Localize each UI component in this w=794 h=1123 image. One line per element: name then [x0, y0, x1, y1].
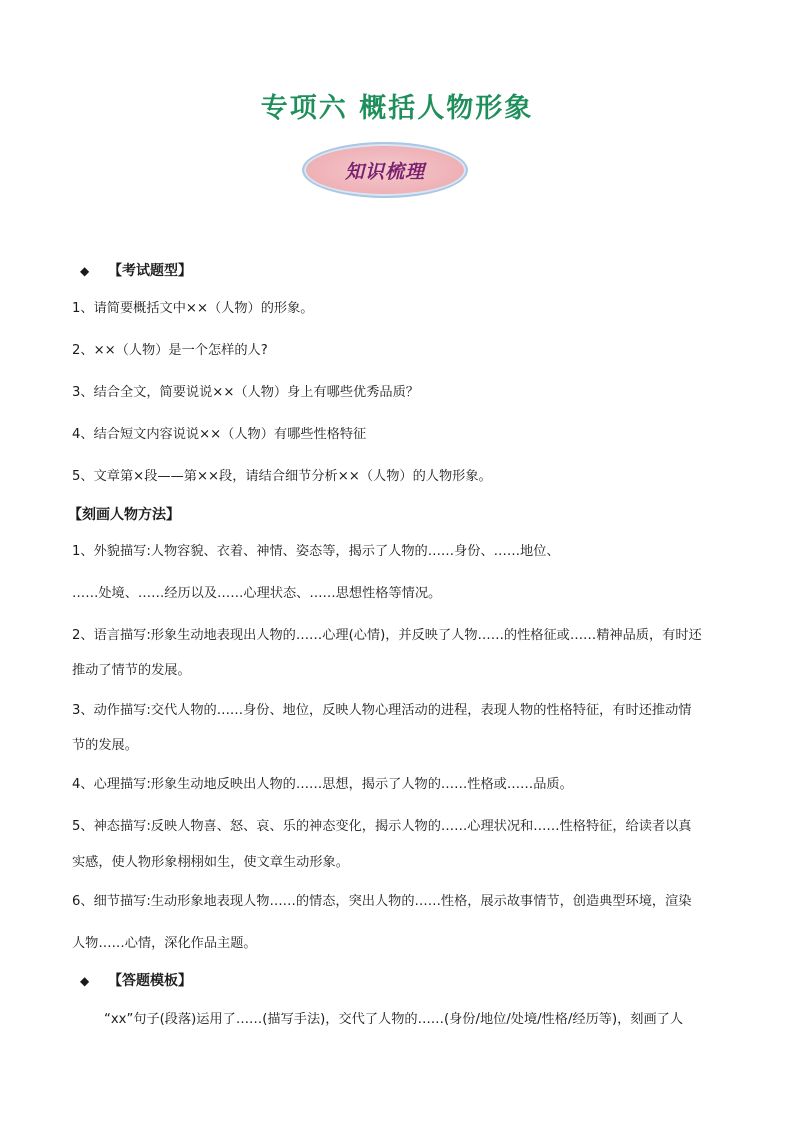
- page-title: 专项六 概括人物形象: [260, 93, 534, 124]
- diamond-bullet-icon: ◆: [80, 974, 90, 988]
- method-line: 人物……心情，深化作品主题。: [72, 936, 257, 951]
- method-line: 5、神态描写:反映人物喜、怒、哀、乐的神态变化，揭示人物的……心理状况和……性格特征，给读者以真: [72, 819, 692, 834]
- exam-type-item: 2、××（人物）是一个怎样的人?: [72, 343, 268, 358]
- method-line: 2、语言描写:形象生动地表现出人物的……心理(心情)，并反映了人物……的性格征或……精神品质，有时还: [72, 628, 702, 643]
- method-line: 节的发展。: [72, 738, 138, 753]
- exam-types-heading: ◆ 【考试题型】: [80, 263, 192, 279]
- method-line: 6、细节描写:生动形象地表现人物……的情态，突出人物的……性格，展示故事情节，创造典型环境，渲染: [72, 894, 692, 909]
- template-heading: ◆ 【答题模板】: [80, 973, 192, 989]
- exam-type-item: 5、文章第×段——第××段，请结合细节分析××（人物）的人物形象。: [72, 469, 492, 484]
- exam-type-item: 3、结合全文，简要说说××（人物）身上有哪些优秀品质？: [72, 385, 419, 400]
- method-line: 1、外貌描写:人物容貌、衣着、神情、姿态等，揭示了人物的……身份、……地位、: [72, 544, 560, 559]
- exam-type-item: 4、结合短文内容说说××（人物）有哪些性格特征: [72, 427, 367, 442]
- diamond-bullet-icon: ◆: [80, 264, 90, 278]
- knowledge-badge: [302, 142, 468, 198]
- exam-type-item: 1、请简要概括文中××（人物）的形象。: [72, 301, 314, 316]
- template-line: “xx”句子(段落)运用了……(描写手法)，交代了人物的……(身份/地位/处境/性格/经历等)，刻画了人: [104, 1012, 684, 1027]
- method-line: 4、心理描写:形象生动地反映出人物的……思想，揭示了人物的……性格或……品质。: [72, 777, 573, 792]
- method-line: 3、动作描写:交代人物的……身份、地位，反映人物心理活动的进程，表现人物的性格特征，有时还推动情: [72, 703, 692, 718]
- methods-heading: 【刻画人物方法】: [68, 507, 180, 523]
- method-line: ……处境、……经历以及……心理状态、……思想性格等情况。: [72, 586, 442, 601]
- method-line: 推动了情节的发展。: [72, 663, 191, 678]
- method-line: 实感，使人物形象栩栩如生，使文章生动形象。: [72, 855, 349, 870]
- badge-label: 知识梳理: [344, 160, 425, 183]
